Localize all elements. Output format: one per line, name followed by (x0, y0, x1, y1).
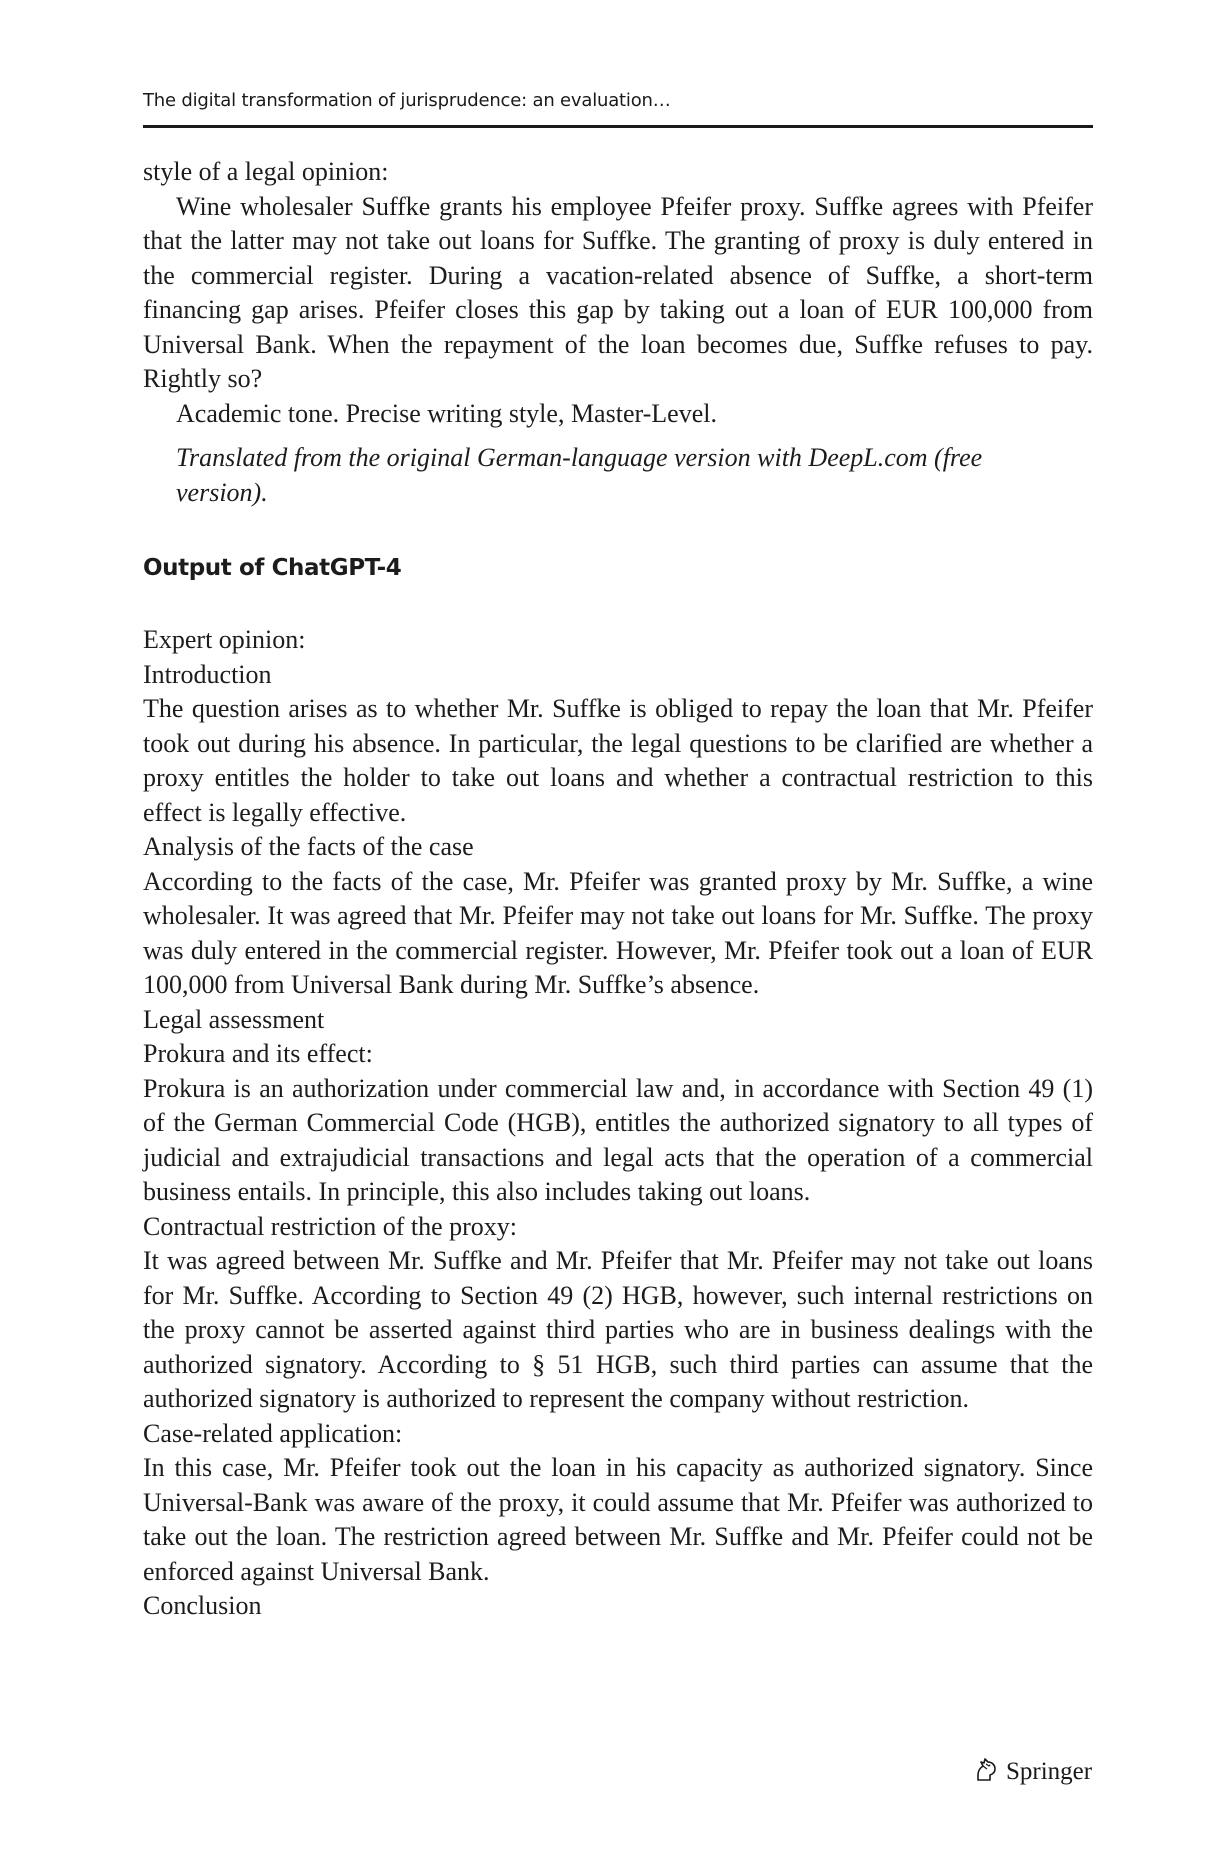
restriction-paragraph: It was agreed between Mr. Suffke and Mr. Pfeifer that Mr. Pfeifer may not take out loans for Mr. Suffke. According to Section 49 (2) HGB, however, such internal restrictions on the proxy cannot be asserted against third parties who are in business dealings with the authorized signatory. According to § 51 HGB, such third parties can assume that the authorized signatory is authorized to represent the company without restriction. (143, 1246, 1093, 1413)
article-body (143, 155, 1093, 1624)
publisher-mark (972, 1753, 1092, 1790)
running-header: The digital transformation of jurisprudence: an evaluation… (143, 90, 671, 111)
prompt-case-text: Wine wholesaler Suffke grants his employee Pfeifer proxy. Suffke agrees with Pfeifer that the latter may not take out loans for Suffke. The granting of proxy is duly entered in the commercial register. During a vacation-related absence of Suffke, a short-term financing gap arises. Pfeifer closes this gap by taking out a loan of EUR 100,000 from Universal Bank. When the repayment of the loan becomes due, Suffke refuses to pay. Rightly so? (143, 191, 1093, 393)
restriction-heading: Contractual restriction of the proxy: (143, 1211, 518, 1241)
prompt-lead-in: style of a legal opinion: (143, 157, 389, 186)
header-rule (143, 125, 1093, 128)
intro-heading: Introduction (143, 659, 272, 689)
legal-assessment-heading: Legal assessment (143, 1004, 325, 1034)
prokura-paragraph: Prokura is an authorization under commercial law and, in accordance with Section 49 (1) of the German Commercial Code (HGB), entitles the authorized signatory to all types of judicial and extrajudicial transactions and legal acts that the operation of a commercial business entails. In principle, this also includes taking out loans. (143, 1073, 1093, 1206)
application-paragraph: In this case, Mr. Pfeifer took out the loan in his capacity as authorized signatory. Since Universal-Bank was aware of the proxy, it could assume that Mr. Pfeifer was authorized to take out the loan. The restriction agreed between Mr. Suffke and Mr. Pfeifer could not be enforced against Universal Bank. (143, 1453, 1093, 1586)
intro-paragraph: The question arises as to whether Mr. Suffke is obliged to repay the loan that Mr. Pfeifer took out during his absence. In particular, the legal questions to be clarified are whether a proxy entitles the holder to take out loans and whether a contractual restriction to this effect is legally effective. (143, 694, 1093, 827)
facts-heading: Analysis of the facts of the case (143, 832, 474, 861)
conclusion-heading: Conclusion (143, 1591, 262, 1620)
prokura-heading: Prokura and its effect: (143, 1039, 373, 1068)
section-heading: Output of ChatGPT-4 (143, 555, 402, 581)
prompt-style-instruction: Academic tone. Precise writing style, Master-Level. (176, 398, 717, 428)
springer-horse-icon (972, 1753, 1000, 1790)
opinion-label: Expert opinion: (143, 625, 306, 654)
translation-note: Translated from the original German-language version with DeepL.com (free version). (176, 443, 983, 507)
facts-paragraph: According to the facts of the case, Mr. Pfeifer was granted proxy by Mr. Suffke, a wine wholesaler. It was agreed that Mr. Pfeifer may not take out loans for Mr. Suffke. The proxy was duly entered in the commercial register. However, Mr. Pfeifer took out a loan of EUR 100,000 from Universal Bank during Mr. Suffke’s absence. (143, 866, 1093, 999)
publisher-name: Springer (1006, 1757, 1093, 1785)
application-heading: Case-related application: (143, 1418, 403, 1448)
